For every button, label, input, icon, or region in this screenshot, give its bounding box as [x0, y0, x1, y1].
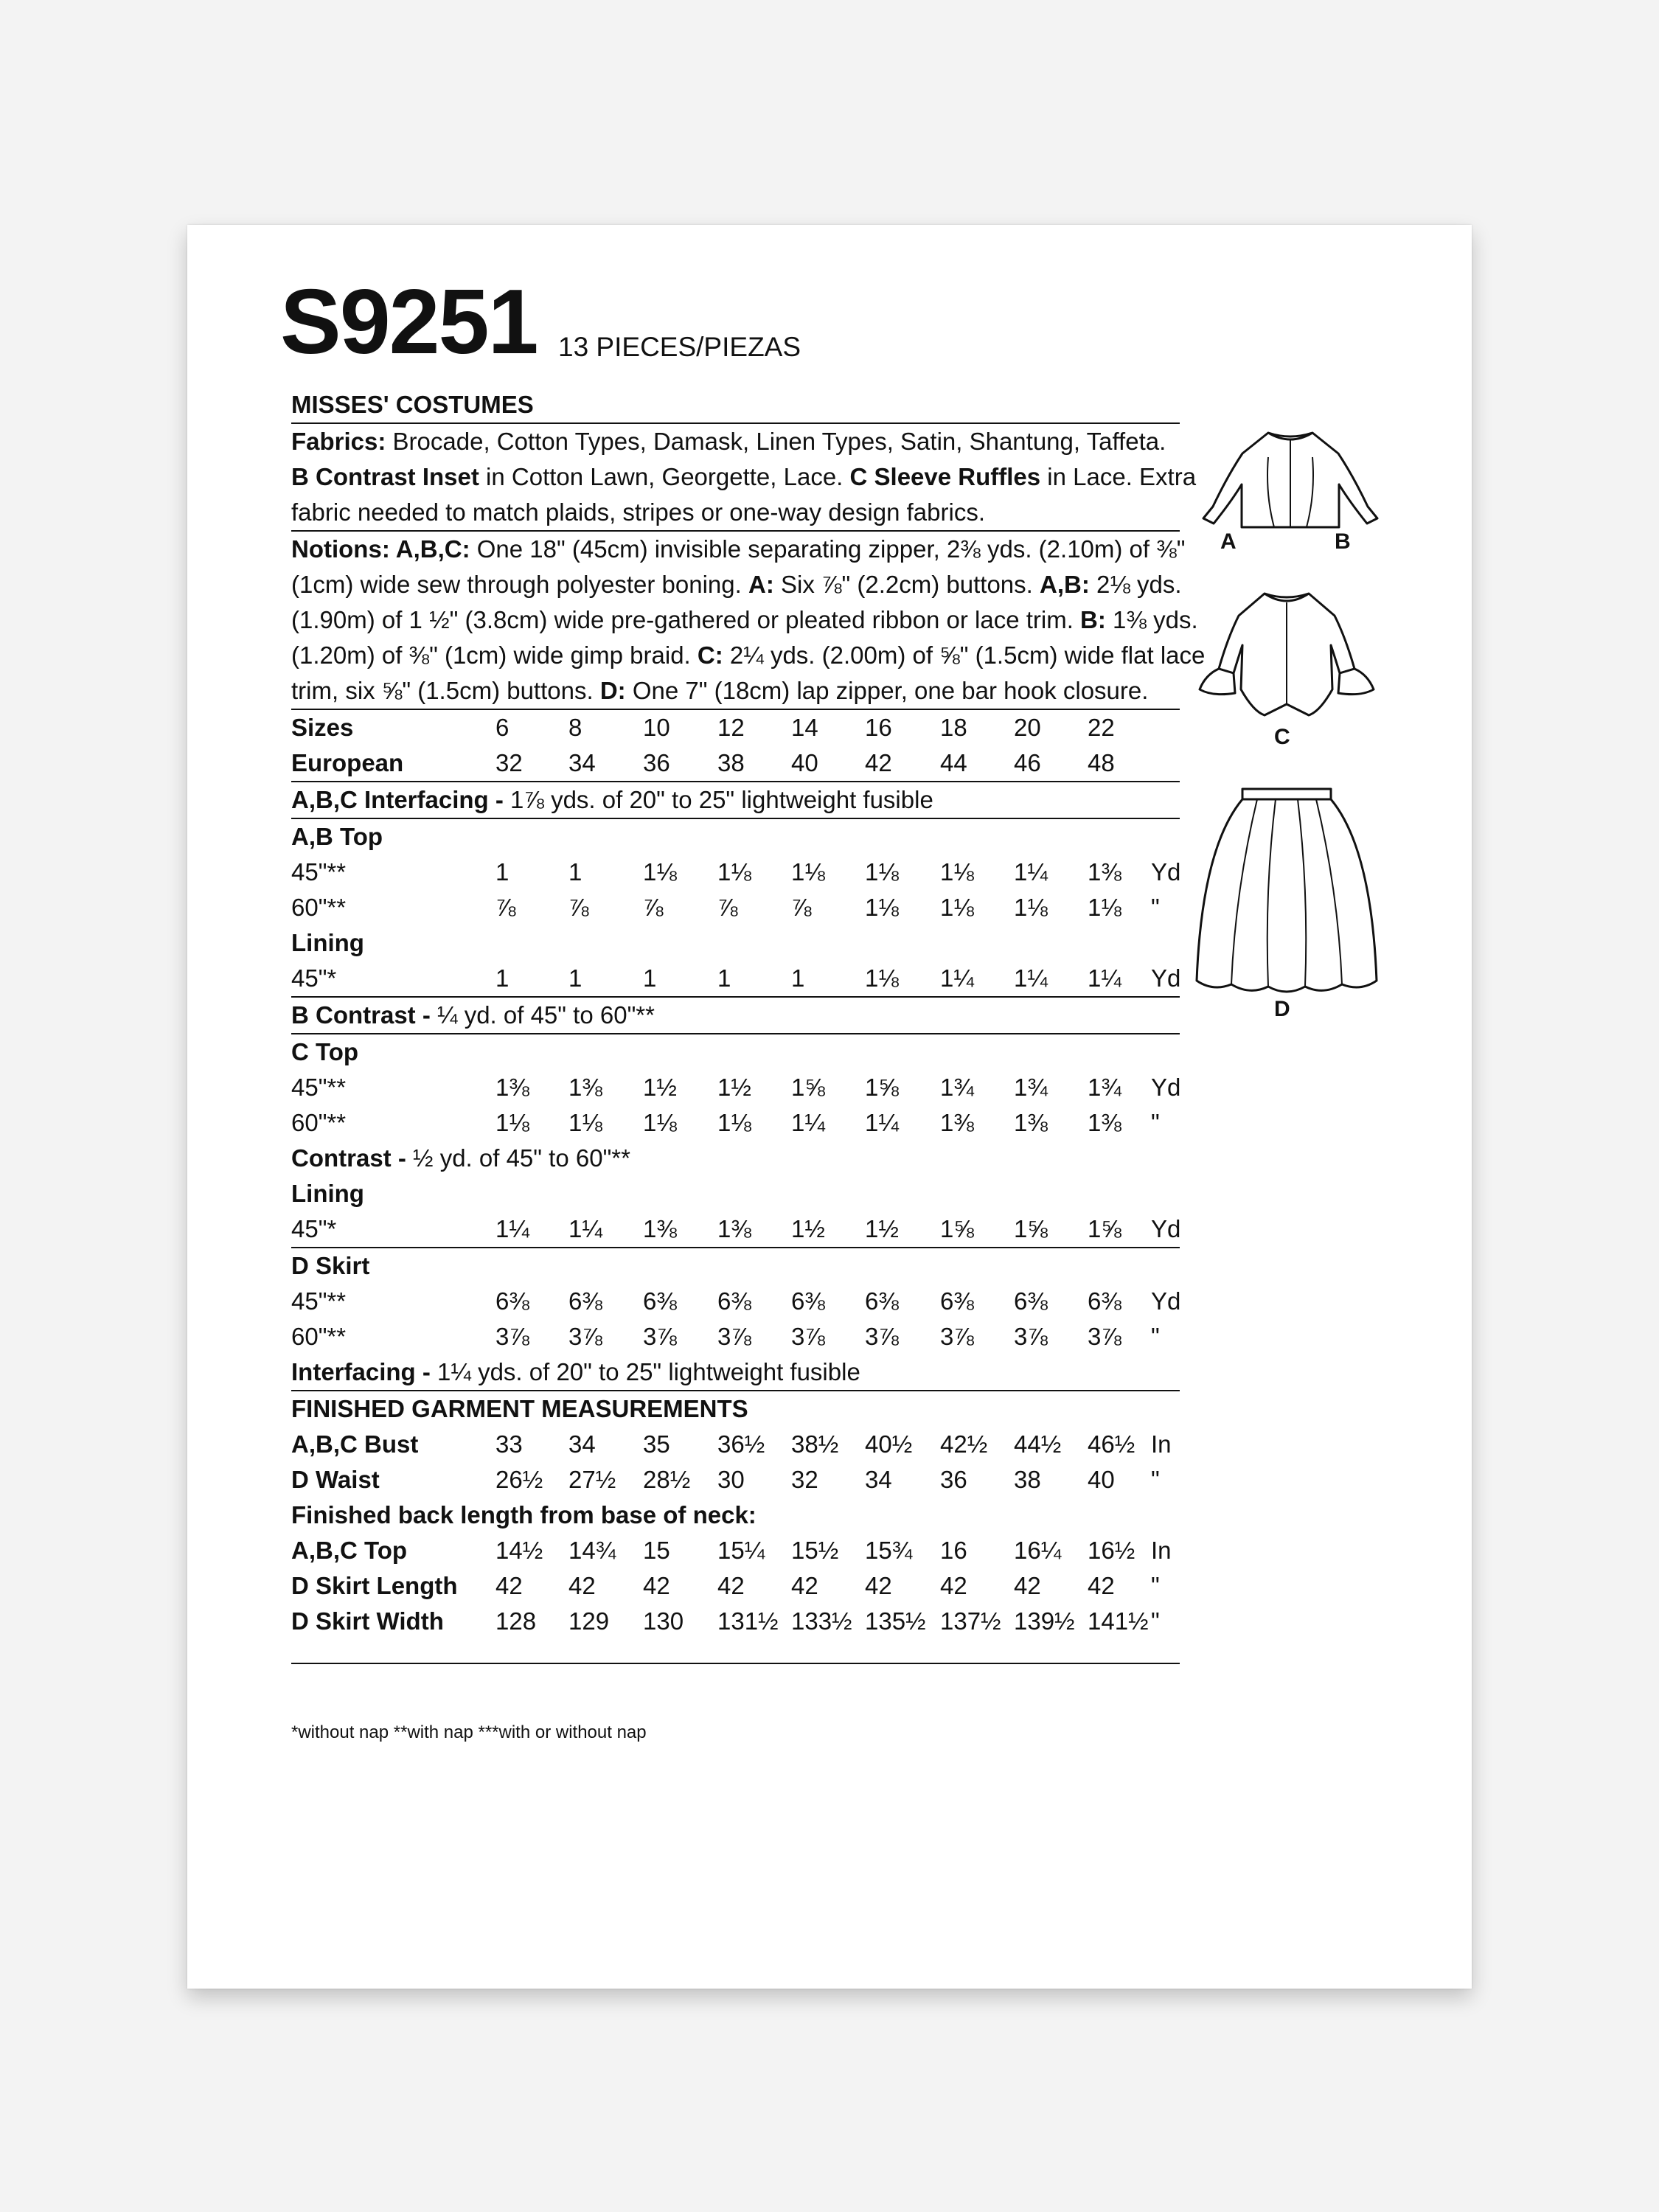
unit-cell: In: [1151, 1537, 1172, 1564]
notions-text-2c: 2⅛ yds.: [1089, 571, 1182, 598]
notions-line-4: [291, 638, 1206, 673]
row-label: D Skirt Width: [291, 1607, 444, 1635]
cell-size-5: 15½: [791, 1537, 839, 1564]
notions-text-4b: 2¼ yds. (2.00m) of ⅝" (1.5cm) wide flat lace: [723, 641, 1206, 669]
cell-size-8: 1⅛: [1014, 894, 1048, 921]
cell-size-9: 141½: [1088, 1607, 1149, 1635]
cell-size-6: 40½: [865, 1430, 913, 1458]
cell-size-4: 15¼: [717, 1537, 765, 1564]
pieces-count: 13 PIECES/PIEZAS: [558, 332, 801, 362]
label-c: C: [1274, 725, 1290, 749]
b-contrast-req-text: ¼ yd. of 45" to 60"**: [430, 1001, 655, 1029]
cell-size-2: 3⅞: [568, 1323, 602, 1350]
unit-cell: ": [1151, 1572, 1160, 1599]
c-top-heading: C Top: [291, 1038, 359, 1065]
cell-size-3: 35: [643, 1430, 670, 1458]
cell-size-5: 42: [791, 1572, 818, 1599]
cell-size-1: 1⅛: [495, 1109, 529, 1136]
cell-size-5: 1⅝: [791, 1074, 825, 1101]
cell-size-8: 1⅝: [1014, 1215, 1048, 1242]
interfacing-abc-label: A,B,C Interfacing -: [291, 786, 504, 813]
cell-size-8: 3⅞: [1014, 1323, 1048, 1350]
row-label: 45"*: [291, 1215, 337, 1242]
notions-line-3: [291, 602, 1198, 638]
cell-size-7: 36: [940, 1466, 967, 1493]
notions-label: Notions: A,B,C:: [291, 535, 470, 563]
cell-size-5: 1½: [791, 1215, 825, 1242]
cell-size-2: 34: [568, 1430, 596, 1458]
lining-heading: Lining: [291, 929, 364, 956]
interfacing-d-text: 1¼ yds. of 20" to 25" lightweight fusible: [430, 1358, 860, 1385]
cell-size-8: 38: [1014, 1466, 1041, 1493]
cell-size-8: 1¼: [1014, 964, 1048, 992]
cell-size-8: 1⅜: [1014, 1109, 1048, 1136]
cell-size-3: ⅞: [643, 894, 664, 921]
c-lining-45-row: [291, 1211, 1180, 1248]
cell-size-9: 1⅜: [1088, 858, 1121, 886]
cell-size-9: 3⅞: [1088, 1323, 1121, 1350]
cell-size-1: 6: [495, 714, 509, 741]
cell-size-6: 34: [865, 1466, 892, 1493]
cell-size-4: 1⅜: [717, 1215, 751, 1242]
skirt-length-row: [291, 1568, 1180, 1604]
cell-size-8: 42: [1014, 1572, 1041, 1599]
cell-size-4: ⅞: [717, 894, 738, 921]
cell-size-9: 6⅜: [1088, 1287, 1121, 1315]
fabrics-line-2: [291, 459, 1197, 495]
b-contrast-req: [291, 998, 1180, 1034]
fabrics-line-3: fabric needed to match plaids, stripes or one-way design fabrics.: [291, 495, 1180, 532]
cell-size-6: 1⅛: [865, 964, 899, 992]
waist-row: [291, 1462, 1180, 1498]
d-skirt-heading: D Skirt: [291, 1252, 370, 1279]
cell-size-9: 42: [1088, 1572, 1115, 1599]
cell-size-4: 36½: [717, 1430, 765, 1458]
ab-top-45-row: [291, 855, 1180, 890]
cell-size-7: 16: [940, 1537, 967, 1564]
cell-size-5: 1: [791, 964, 805, 992]
pattern-number: S9251: [280, 271, 538, 373]
lining-heading: Lining: [291, 1180, 364, 1207]
unit-cell: Yd: [1151, 1287, 1181, 1315]
cell-size-7: 44: [940, 749, 967, 776]
cell-size-5: 1¼: [791, 1109, 825, 1136]
unit-cell: Yd: [1151, 1074, 1181, 1101]
cell-size-7: 1¼: [940, 964, 974, 992]
cell-size-8: 20: [1014, 714, 1041, 741]
ab-lining-45-row: [291, 961, 1180, 998]
cell-size-3: 1: [643, 964, 657, 992]
cell-size-9: 1¼: [1088, 964, 1121, 992]
cell-size-2: 129: [568, 1607, 610, 1635]
cell-size-7: 1⅛: [940, 894, 974, 921]
cell-size-6: 1¼: [865, 1109, 899, 1136]
cell-size-1: 33: [495, 1430, 523, 1458]
cell-size-1: 6⅜: [495, 1287, 529, 1315]
unit-cell: Yd: [1151, 964, 1181, 992]
cell-size-3: 28½: [643, 1466, 691, 1493]
unit-cell: Yd: [1151, 1215, 1181, 1242]
cell-size-5: 40: [791, 749, 818, 776]
notions-text-5b: One 7" (18cm) lap zipper, one bar hook closure.: [625, 677, 1149, 704]
d-skirt-45-row: [291, 1284, 1180, 1319]
unit-cell: ": [1151, 1466, 1160, 1493]
notions-text-4a: (1.20m) of ⅜" (1cm) wide gimp braid.: [291, 641, 698, 669]
cell-size-9: 40: [1088, 1466, 1115, 1493]
cell-size-4: 30: [717, 1466, 745, 1493]
skirt-width-row: [291, 1604, 1180, 1664]
cell-size-8: 139½: [1014, 1607, 1075, 1635]
cell-size-7: 6⅜: [940, 1287, 974, 1315]
cell-size-5: 14: [791, 714, 818, 741]
cell-size-9: 22: [1088, 714, 1115, 741]
top-length-row: [291, 1533, 1180, 1568]
cell-size-3: 1⅛: [643, 858, 677, 886]
cell-size-1: 3⅞: [495, 1323, 529, 1350]
cell-size-7: 42½: [940, 1430, 988, 1458]
row-label: 60"**: [291, 894, 347, 921]
cell-size-6: 42: [865, 1572, 892, 1599]
cell-size-7: 18: [940, 714, 967, 741]
cell-size-4: 42: [717, 1572, 745, 1599]
c-top-60-row: [291, 1105, 1180, 1141]
cell-size-1: 42: [495, 1572, 523, 1599]
cell-size-6: 3⅞: [865, 1323, 899, 1350]
cell-size-7: 1¾: [940, 1074, 974, 1101]
interfacing-d: [291, 1354, 1180, 1391]
notions-d-label: D:: [599, 677, 626, 704]
d-skirt-60-row: [291, 1319, 1180, 1354]
cell-size-3: 15: [643, 1537, 670, 1564]
cell-size-5: 133½: [791, 1607, 852, 1635]
cell-size-9: 1¾: [1088, 1074, 1121, 1101]
contrast-label: Contrast -: [291, 1144, 406, 1172]
notions-ab-label: A,B:: [1040, 571, 1090, 598]
cell-size-7: 1⅝: [940, 1215, 974, 1242]
b-contrast-req-label: B Contrast -: [291, 1001, 431, 1029]
ab-top-heading: A,B Top: [291, 823, 383, 850]
cell-size-3: 1⅜: [643, 1215, 677, 1242]
notions-line-1: [291, 532, 1186, 567]
cell-size-6: 1⅛: [865, 858, 899, 886]
cell-size-8: 46: [1014, 749, 1041, 776]
cell-size-4: 3⅞: [717, 1323, 751, 1350]
cell-size-9: 46½: [1088, 1430, 1135, 1458]
cell-size-5: 3⅞: [791, 1323, 825, 1350]
cell-size-6: 1⅛: [865, 894, 899, 921]
row-label: D Skirt Length: [291, 1572, 458, 1599]
cell-size-2: 1⅛: [568, 1109, 602, 1136]
label-a: A: [1220, 529, 1237, 554]
cell-size-1: 26½: [495, 1466, 543, 1493]
c-ruffles-text: in Lace. Extra: [1040, 463, 1197, 490]
cell-size-2: 1⅜: [568, 1074, 602, 1101]
cell-size-9: 48: [1088, 749, 1115, 776]
cell-size-3: 42: [643, 1572, 670, 1599]
row-label: A,B,C Bust: [291, 1430, 419, 1458]
cell-size-6: 15¾: [865, 1537, 913, 1564]
cell-size-1: 32: [495, 749, 523, 776]
cell-size-2: 1: [568, 964, 582, 992]
cell-size-8: 44½: [1014, 1430, 1062, 1458]
fabrics-label: Fabrics:: [291, 428, 386, 455]
cell-size-2: 27½: [568, 1466, 616, 1493]
cell-size-8: 16¼: [1014, 1537, 1062, 1564]
cell-size-3: 10: [643, 714, 670, 741]
cell-size-8: 1¾: [1014, 1074, 1048, 1101]
cell-size-1: 1⅜: [495, 1074, 529, 1101]
cell-size-3: 6⅜: [643, 1287, 677, 1315]
notions-line-2: [291, 567, 1180, 602]
cell-size-4: 1⅛: [717, 1109, 751, 1136]
row-label: 60"**: [291, 1109, 347, 1136]
cell-size-4: 12: [717, 714, 745, 741]
cell-size-5: 32: [791, 1466, 818, 1493]
cell-size-1: 14½: [495, 1537, 543, 1564]
ab-top-60-row: [291, 890, 1180, 925]
cell-size-2: 6⅜: [568, 1287, 602, 1315]
cell-size-4: 1½: [717, 1074, 751, 1101]
notions-text-3b: 1⅜ yds.: [1105, 606, 1198, 633]
unit-cell: ": [1151, 1607, 1160, 1635]
fgm-heading: FINISHED GARMENT MEASUREMENTS: [291, 1395, 748, 1422]
notions-text-2b: Six ⅞" (2.2cm) buttons.: [773, 571, 1040, 598]
cell-size-9: 16½: [1088, 1537, 1135, 1564]
cell-size-4: 1⅛: [717, 858, 751, 886]
sizes-row: [291, 710, 1180, 745]
cell-size-2: 1: [568, 858, 582, 886]
notions-b-label: B:: [1080, 606, 1106, 633]
bust-row: [291, 1427, 1180, 1462]
cell-size-2: 42: [568, 1572, 596, 1599]
cell-size-1: 1: [495, 858, 509, 886]
pattern-info: [291, 387, 1206, 1664]
skirt-d-illustration: [1191, 782, 1382, 1003]
row-label: A,B,C Top: [291, 1537, 408, 1564]
b-contrast-text: in Cotton Lawn, Georgette, Lace.: [479, 463, 850, 490]
cell-size-2: 34: [568, 749, 596, 776]
cell-size-1: 1¼: [495, 1215, 529, 1242]
cell-size-6: 1⅝: [865, 1074, 899, 1101]
b-contrast-label: B Contrast Inset: [291, 463, 479, 490]
european-row: [291, 745, 1180, 782]
unit-cell: ": [1151, 894, 1160, 921]
label-b: B: [1335, 529, 1351, 554]
cell-size-4: 38: [717, 749, 745, 776]
cell-size-8: 1¼: [1014, 858, 1048, 886]
cell-size-1: ⅞: [495, 894, 516, 921]
interfacing-abc: [291, 782, 1180, 819]
row-label: D Waist: [291, 1466, 380, 1493]
c-top-45-row: [291, 1070, 1180, 1105]
label-d: D: [1274, 997, 1290, 1021]
notions-text-2a: (1cm) wide sew through polyester boning.: [291, 571, 748, 598]
row-label: 45"**: [291, 1074, 347, 1101]
cell-size-3: 1½: [643, 1074, 677, 1101]
row-label: 60"**: [291, 1323, 347, 1350]
cell-size-5: 6⅜: [791, 1287, 825, 1315]
unit-cell: ": [1151, 1323, 1160, 1350]
notions-text-3a: (1.90m) of 1 ½" (3.8cm) wide pre-gathered or pleated ribbon or lace trim.: [291, 606, 1081, 633]
c-ruffles-label: C Sleeve Ruffles: [849, 463, 1041, 490]
cell-size-2: 14¾: [568, 1537, 616, 1564]
cell-size-6: 1½: [865, 1215, 899, 1242]
cell-size-3: 36: [643, 749, 670, 776]
row-label: 45"**: [291, 858, 347, 886]
cell-size-3: 130: [643, 1607, 684, 1635]
row-label: 45"*: [291, 964, 337, 992]
notions-text-1: One 18" (45cm) invisible separating zipper, 2⅜ yds. (2.10m) of ⅜": [470, 535, 1186, 563]
cell-size-5: 38½: [791, 1430, 839, 1458]
interfacing-d-label: Interfacing -: [291, 1358, 431, 1385]
cell-size-8: 6⅜: [1014, 1287, 1048, 1315]
cell-size-9: 1⅜: [1088, 1109, 1121, 1136]
notions-line-5: [291, 673, 1180, 710]
notions-text-5a: trim, six ⅝" (1.5cm) buttons.: [291, 677, 600, 704]
cell-size-7: 137½: [940, 1607, 1001, 1635]
cell-size-2: ⅞: [568, 894, 589, 921]
cell-size-3: 3⅞: [643, 1323, 677, 1350]
cell-size-7: 1⅜: [940, 1109, 974, 1136]
fabrics-line-1: [291, 424, 1180, 459]
interfacing-abc-text: 1⅞ yds. of 20" to 25" lightweight fusible: [503, 786, 933, 813]
unit-cell: In: [1151, 1430, 1172, 1458]
contrast-text: ½ yd. of 45" to 60"**: [406, 1144, 630, 1172]
cell-size-7: 1⅛: [940, 858, 974, 886]
unit-cell: ": [1151, 1109, 1160, 1136]
cell-size-5: 1⅛: [791, 858, 825, 886]
cell-size-2: 1¼: [568, 1215, 602, 1242]
cell-size-1: 1: [495, 964, 509, 992]
cell-size-4: 1: [717, 964, 731, 992]
cell-size-2: 8: [568, 714, 582, 741]
cell-size-6: 135½: [865, 1607, 926, 1635]
cell-size-6: 6⅜: [865, 1287, 899, 1315]
cell-size-9: 1⅝: [1088, 1215, 1121, 1242]
cell-size-5: ⅞: [791, 894, 812, 921]
cell-size-7: 42: [940, 1572, 967, 1599]
cell-size-4: 131½: [717, 1607, 779, 1635]
fabrics-text: Brocade, Cotton Types, Damask, Linen Types, Satin, Shantung, Taffeta.: [386, 428, 1166, 455]
section-title: MISSES' COSTUMES: [291, 387, 1180, 424]
contrast-req: [291, 1141, 1180, 1176]
unit-cell: Yd: [1151, 858, 1181, 886]
notions-c-label: C:: [697, 641, 723, 669]
footnote: *without nap **with nap ***with or without nap: [291, 1722, 647, 1742]
top-c-illustration: [1191, 586, 1382, 726]
row-label: Sizes: [291, 714, 354, 741]
cell-size-6: 42: [865, 749, 892, 776]
cell-size-4: 6⅜: [717, 1287, 751, 1315]
cell-size-9: 1⅛: [1088, 894, 1121, 921]
cell-size-7: 3⅞: [940, 1323, 974, 1350]
back-length-heading: Finished back length from base of neck:: [291, 1501, 757, 1528]
cell-size-6: 16: [865, 714, 892, 741]
row-label: European: [291, 749, 404, 776]
cell-size-1: 128: [495, 1607, 537, 1635]
row-label: 45"**: [291, 1287, 347, 1315]
notions-a-label: A:: [748, 571, 774, 598]
cell-size-3: 1⅛: [643, 1109, 677, 1136]
